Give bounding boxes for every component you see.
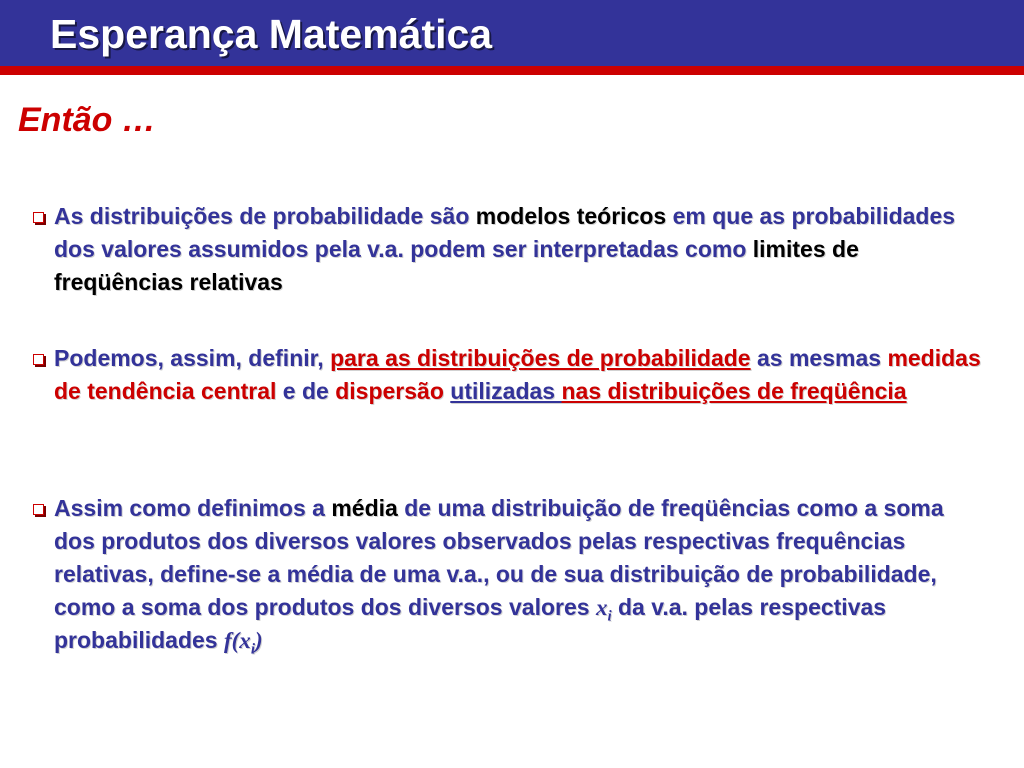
bullet-1-emphasis-limites: limites de freqüências relativas	[54, 236, 859, 295]
bullet-2-underlined-red-para-as-distribuicoes: para as distribuições de probabilidade	[330, 345, 751, 371]
bullet-3-emphasis-media: média	[331, 495, 398, 521]
header-divider-line	[0, 66, 1024, 75]
bullet-1-text-a: As distribuições de probabilidade são	[54, 203, 476, 229]
bullet-2-underlined-utilizadas: utilizadas	[450, 378, 562, 404]
bullet-3-symbol-x: $x_i$	[595, 595, 612, 625]
bullet-3-text-c: da v.a. pelas respectivas probabilidades	[54, 594, 887, 653]
hollow-square-bullet-icon	[33, 354, 44, 365]
hollow-square-bullet-icon	[33, 504, 44, 515]
bullet-3-text-b: de uma distribuição de freqüências como a soma dos produtos dos diversos valores observados pelas respectivas frequências relativas, define-se a média de uma v.a., ou de sua distribuição de probabilidade, como a soma dos produtos dos diversos valores	[54, 495, 944, 620]
bullet-item-3	[54, 492, 989, 657]
bullet-item-1	[54, 200, 989, 299]
bullet-3-symbol-f-of-x: $f(x_i)$	[223, 628, 263, 658]
bullet-2-red-dispersao: dispersão	[335, 378, 444, 404]
bullet-3-subscript-i-2: i	[250, 641, 255, 658]
hollow-square-bullet-icon	[33, 212, 44, 223]
bullet-2-underlined-red-nas-distribuicoes: nas distribuições de freqüência	[561, 378, 907, 404]
bullet-1-emphasis-modelos-teoricos: modelos teóricos	[475, 203, 667, 229]
bullet-2-text-c: e de	[276, 378, 336, 404]
bullet-2-red-tendencia-central: medidas de tendência central	[54, 345, 981, 404]
bullet-3-text-a: Assim como definimos a	[54, 495, 332, 521]
bullet-item-2	[54, 342, 989, 408]
slide-subtitle: Então …	[18, 101, 156, 139]
bullet-2-text-b: as mesmas	[750, 345, 888, 371]
slide-title: Esperança Matemática	[50, 11, 493, 57]
bullet-2-text-a: Podemos, assim, definir,	[54, 345, 331, 371]
bullet-1-text-b: em que as probabilidades dos valores assumidos pela v.a. podem ser interpretadas como	[54, 203, 956, 262]
bullet-3-subscript-i: i	[607, 608, 612, 625]
